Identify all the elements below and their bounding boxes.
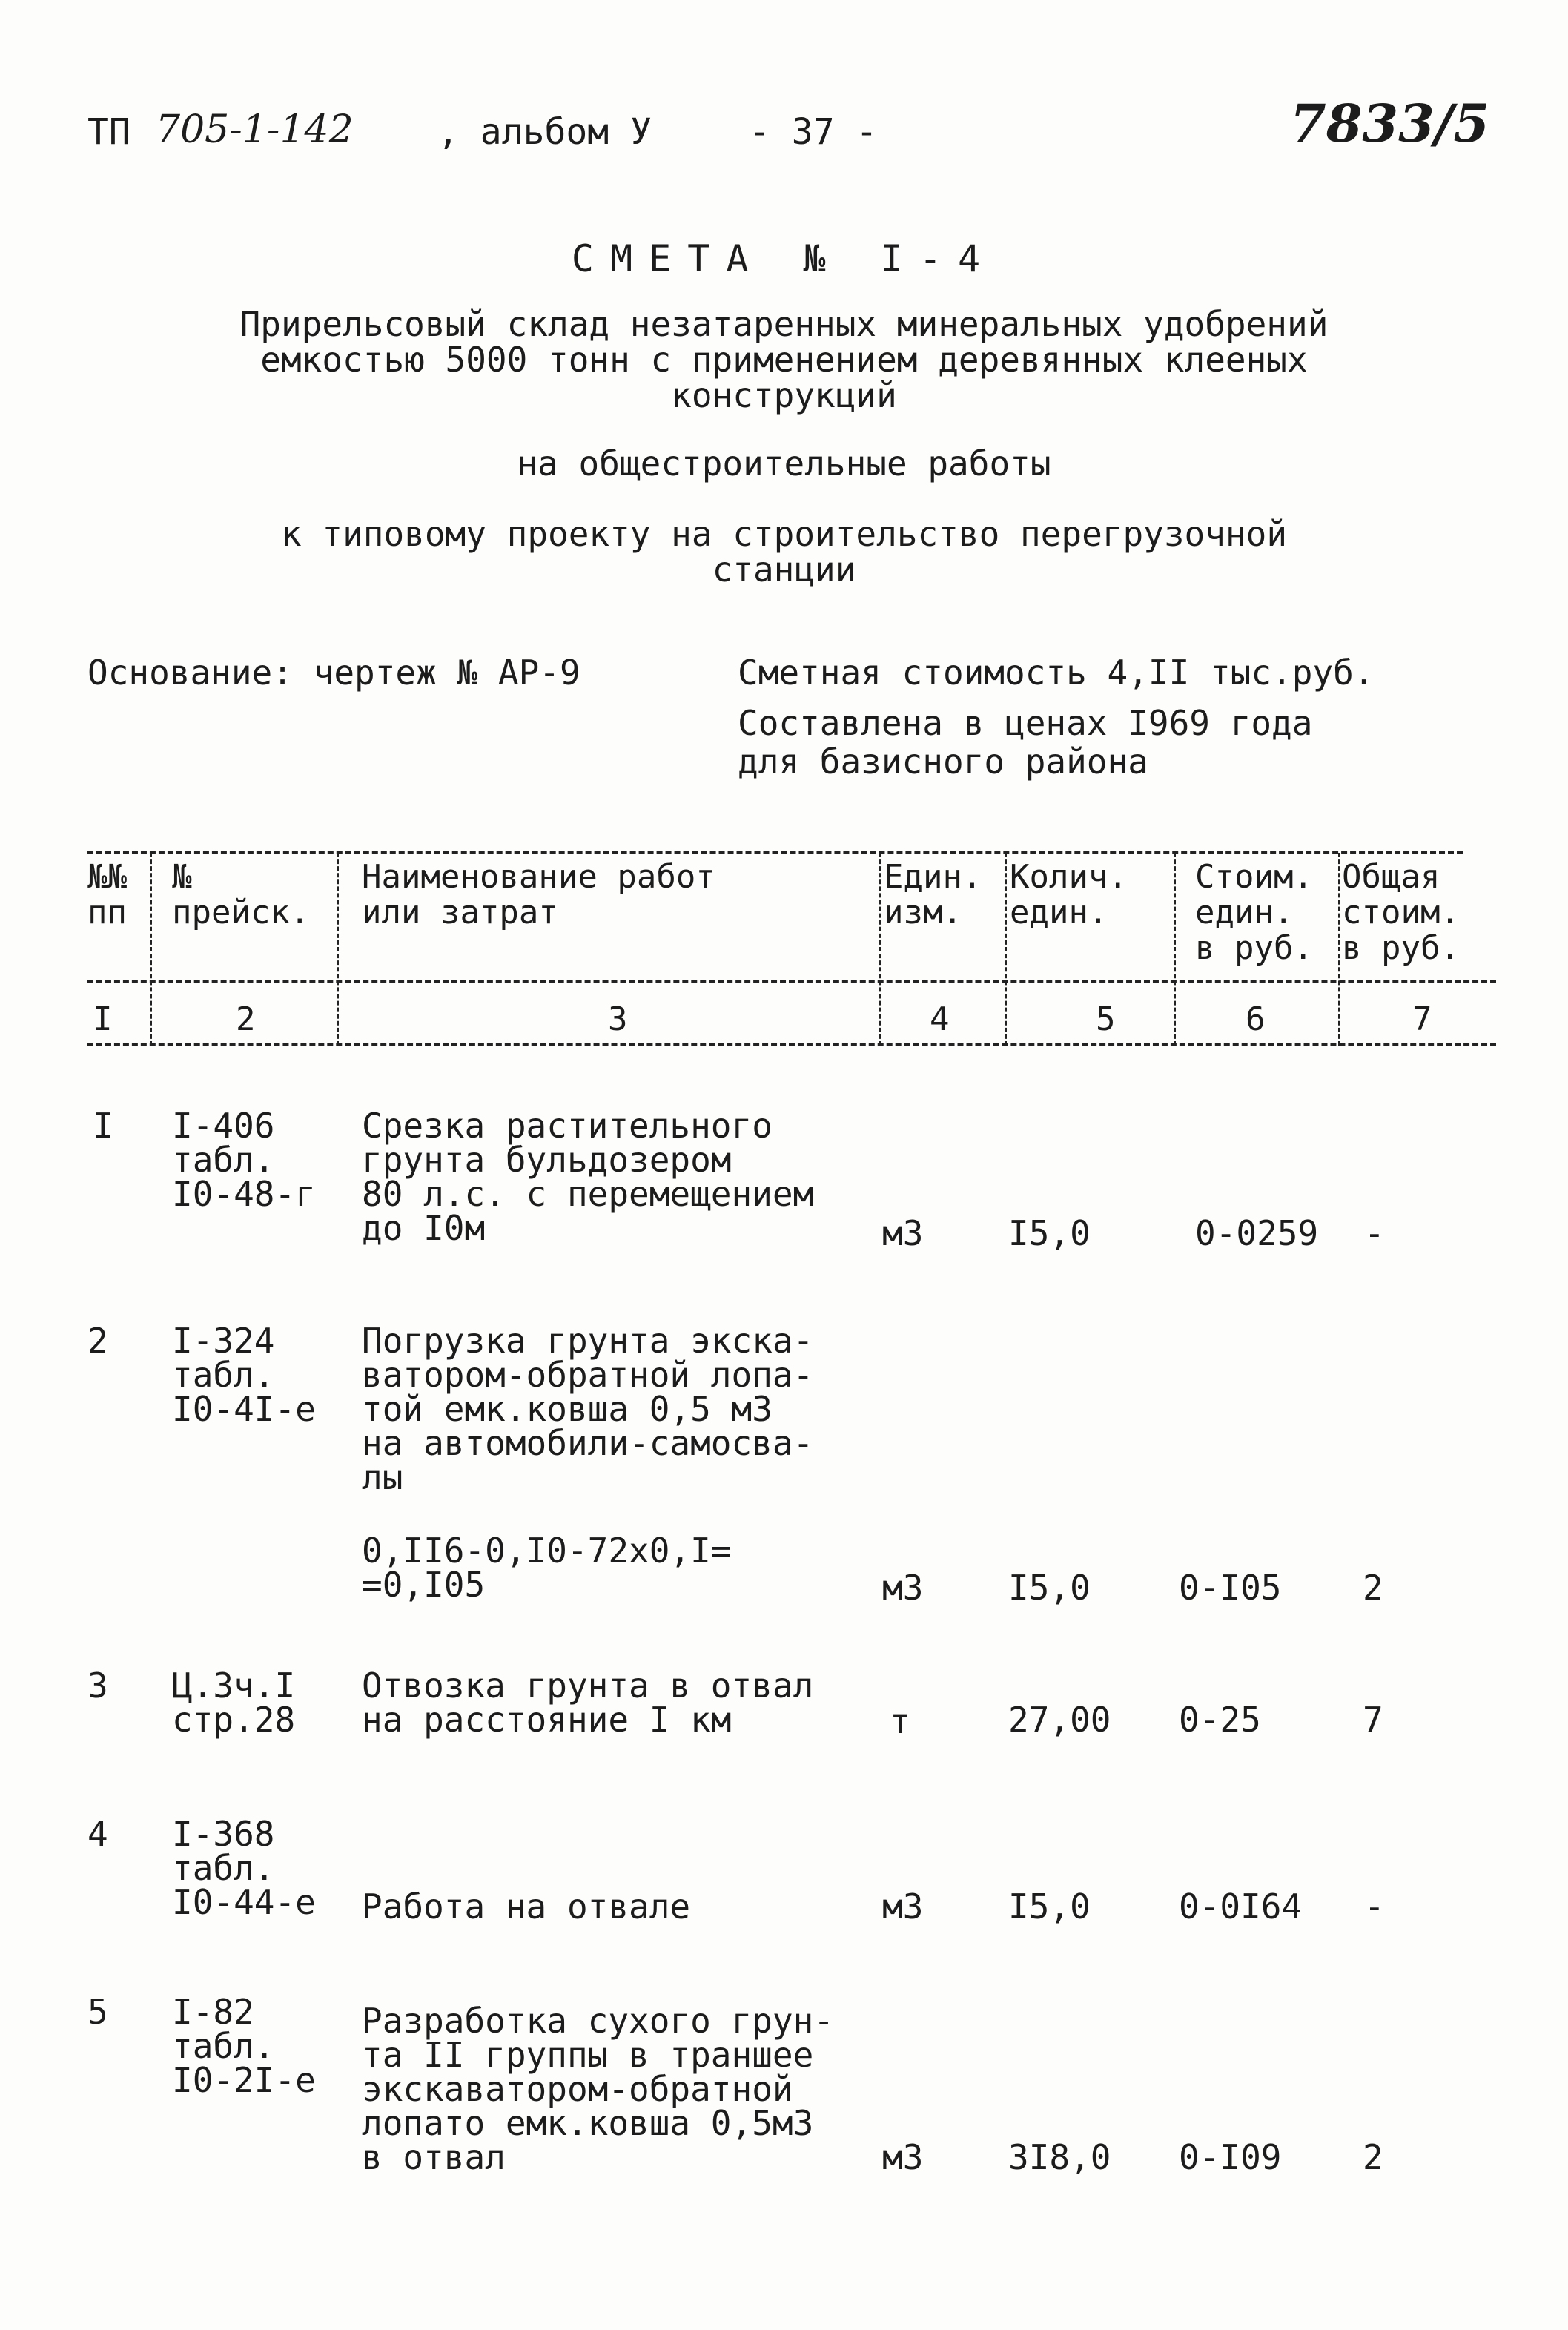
header-unit-2: изм.: [884, 894, 962, 931]
header-qty-1: Колич.: [1010, 858, 1128, 896]
header-total-1: Общая: [1342, 858, 1440, 896]
row-price: 0-25: [1179, 1700, 1261, 1740]
row-desc: грунта бульдозером: [362, 1140, 732, 1180]
row-desc: до I0м: [362, 1208, 486, 1248]
row-number: 3: [87, 1666, 108, 1706]
row-unit: м3: [882, 1213, 924, 1253]
header-ref-1: №: [172, 858, 192, 896]
col-divider-5: [1174, 853, 1176, 1046]
row-ref: I0-44-е: [172, 1882, 316, 1922]
colnum-3: 3: [608, 1000, 628, 1038]
row-ref: табл.: [172, 1140, 275, 1180]
tp-number: 705-1-142: [156, 108, 354, 152]
row-price: 0-0I64: [1179, 1887, 1303, 1927]
row-desc: той емк.ковша 0,5 м3: [362, 1389, 773, 1429]
row-ref: табл.: [172, 2026, 275, 2066]
row-price: 0-0259: [1195, 1213, 1319, 1253]
row-qty: I5,0: [1008, 1213, 1091, 1253]
colnum-2: 2: [236, 1000, 256, 1038]
col-divider-3: [879, 853, 881, 1046]
row-desc: ватором-обратной лопа-: [362, 1355, 814, 1395]
row-desc: Работа на отвале: [362, 1887, 691, 1927]
row-ref: табл.: [172, 1848, 275, 1888]
table-colnum-rule: [87, 1043, 1496, 1046]
row-number: 2: [87, 1321, 108, 1361]
album-label: , альбом У: [437, 111, 652, 153]
row-total: -: [1364, 1213, 1385, 1253]
header-price-3: в руб.: [1195, 929, 1313, 967]
row-desc: на расстояние I км: [362, 1700, 732, 1740]
row-ref: Ц.3ч.I: [172, 1666, 296, 1706]
row-total: 2: [1363, 1568, 1383, 1608]
row-desc: Разработка сухого грун-: [362, 2001, 834, 2041]
colnum-1: I: [93, 1000, 113, 1038]
row-desc: Погрузка грунта экска-: [362, 1321, 814, 1361]
row-unit: т: [890, 1701, 910, 1741]
header-qty-2: един.: [1010, 894, 1108, 931]
row-desc: лы: [362, 1457, 403, 1497]
row-ref: I-324: [172, 1321, 275, 1361]
project-line-2: станции: [712, 550, 856, 590]
row-desc: в отвал: [362, 2137, 506, 2177]
row-ref: I-406: [172, 1106, 275, 1146]
header-total-2: стоим.: [1342, 894, 1460, 931]
project-line-1: к типовому проекту на строительство перегрузочной: [280, 514, 1288, 554]
row-formula: =0,I05: [362, 1565, 486, 1605]
row-ref: I-368: [172, 1814, 275, 1854]
row-unit: м3: [882, 2137, 924, 2177]
header-unit-1: Един.: [884, 858, 982, 896]
header-num-2: пп: [87, 894, 127, 931]
col-divider-1: [150, 853, 152, 1046]
row-desc: Отвозка грунта в отвал: [362, 1666, 814, 1706]
subtitle-line-2: емкостью 5000 тонн с применением деревянных клееных: [260, 340, 1308, 380]
row-number: 4: [87, 1814, 108, 1854]
col-divider-4: [1005, 853, 1007, 1046]
row-ref: I-82: [172, 1992, 254, 2032]
row-desc: на автомобили-самосва-: [362, 1423, 814, 1463]
row-price: 0-I05: [1179, 1568, 1282, 1608]
row-qty: 27,00: [1008, 1700, 1111, 1740]
colnum-6: 6: [1246, 1000, 1266, 1038]
row-total: 2: [1363, 2137, 1383, 2177]
row-ref: I0-48-г: [172, 1174, 316, 1214]
row-desc: Срезка растительного: [362, 1106, 773, 1146]
cost-line-3: для базисного района: [738, 742, 1148, 782]
header-price-2: един.: [1195, 894, 1294, 931]
tp-label: ТП: [87, 111, 130, 153]
header-num-1: №№: [87, 858, 127, 896]
basis: Основание: чертеж № АР-9: [87, 653, 580, 693]
colnum-4: 4: [930, 1000, 950, 1038]
row-desc: экскаватором-обратной: [362, 2069, 793, 2109]
colnum-5: 5: [1096, 1000, 1116, 1038]
row-total: -: [1364, 1887, 1385, 1927]
row-qty: I5,0: [1008, 1568, 1091, 1608]
row-number: 5: [87, 1992, 108, 2032]
table-header-rule: [87, 980, 1496, 983]
row-formula: 0,II6-0,I0-72х0,I=: [362, 1531, 732, 1571]
row-desc: та II группы в траншее: [362, 2035, 814, 2075]
row-number: I: [93, 1106, 113, 1146]
subtitle-line-3: конструкций: [671, 375, 897, 415]
col-divider-2: [337, 853, 339, 1046]
row-ref: стр.28: [172, 1700, 296, 1740]
row-total: 7: [1363, 1700, 1383, 1740]
row-unit: м3: [882, 1887, 924, 1927]
work-type: на общестроительные работы: [517, 443, 1051, 484]
header-ref-2: прейск.: [172, 894, 310, 931]
cost-line-1: Сметная стоимость 4,II тыс.руб.: [738, 653, 1375, 693]
col-divider-6: [1338, 853, 1340, 1046]
row-desc: лопато емк.ковша 0,5м3: [362, 2103, 814, 2143]
page-number: - 37 -: [749, 111, 878, 153]
row-ref: I0-4I-е: [172, 1389, 316, 1429]
header-price-1: Стоим.: [1195, 858, 1313, 896]
row-desc: 80 л.с. с перемещением: [362, 1174, 814, 1214]
table-top-rule: [87, 851, 1463, 854]
row-qty: I5,0: [1008, 1887, 1091, 1927]
header-name-2: или затрат: [362, 894, 558, 931]
subtitle-line-1: Прирельсовый склад незатаренных минеральных удобрений: [239, 304, 1329, 344]
colnum-7: 7: [1412, 1000, 1432, 1038]
row-unit: м3: [882, 1568, 924, 1608]
row-qty: 3I8,0: [1008, 2137, 1111, 2177]
cost-line-2: Составлена в ценах I969 года: [738, 703, 1313, 743]
document-title: СМЕТА № I-4: [571, 237, 997, 280]
header-name-1: Наименование работ: [362, 858, 715, 896]
row-ref: табл.: [172, 1355, 275, 1395]
row-price: 0-I09: [1179, 2137, 1282, 2177]
archive-number: 7833/5: [1290, 93, 1490, 154]
row-ref: I0-2I-е: [172, 2060, 316, 2100]
header-total-3: в руб.: [1342, 929, 1460, 967]
